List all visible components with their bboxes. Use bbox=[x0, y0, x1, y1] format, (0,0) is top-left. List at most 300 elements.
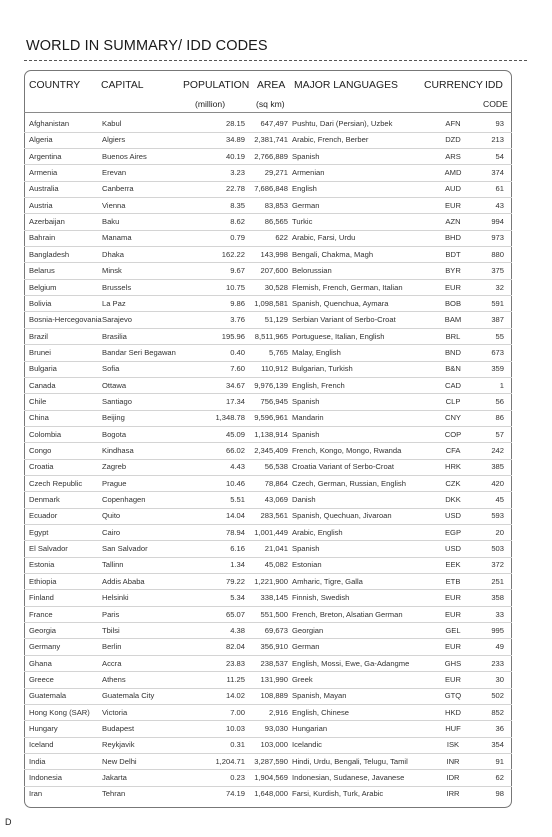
capital-cell: Tallinn bbox=[102, 560, 124, 570]
population-cell: 3.23 bbox=[230, 168, 245, 178]
languages-cell: Icelandic bbox=[292, 740, 322, 750]
currency-cell: ARS bbox=[445, 151, 461, 161]
country-cell: Colombia bbox=[29, 429, 62, 439]
population-cell: 10.75 bbox=[225, 282, 245, 292]
header-area: AREA bbox=[257, 80, 286, 91]
table-row bbox=[24, 230, 512, 245]
capital-cell: Minsk bbox=[102, 266, 122, 276]
population-cell: 40.19 bbox=[225, 151, 245, 161]
idd-code-cell: 57 bbox=[495, 429, 504, 439]
idd-code-cell: 20 bbox=[495, 527, 504, 537]
population-cell: 0.31 bbox=[230, 740, 245, 750]
table-row bbox=[24, 721, 512, 736]
population-cell: 1,204.71 bbox=[215, 756, 245, 766]
table-row bbox=[24, 459, 512, 474]
population-cell: 82.04 bbox=[225, 642, 245, 652]
table-row bbox=[24, 672, 512, 687]
country-cell: Brazil bbox=[29, 331, 48, 341]
currency-cell: EGP bbox=[444, 527, 462, 537]
country-cell: India bbox=[29, 756, 46, 766]
idd-code-cell: 91 bbox=[495, 756, 504, 766]
area-cell: 9,596,961 bbox=[254, 413, 288, 423]
population-cell: 79.22 bbox=[225, 576, 245, 586]
currency-cell: BYR bbox=[445, 266, 461, 276]
capital-cell: Bogota bbox=[102, 429, 127, 439]
idd-code-cell: 49 bbox=[495, 642, 504, 652]
table-row bbox=[24, 165, 512, 180]
country-cell: Argentina bbox=[29, 151, 62, 161]
header-population-unit: (million) bbox=[195, 99, 226, 109]
languages-cell: Spanish, Quechuan, Jivaroan bbox=[292, 511, 392, 521]
header-idd: IDD bbox=[485, 80, 503, 91]
currency-cell: GHS bbox=[444, 658, 462, 668]
capital-cell: New Delhi bbox=[102, 756, 137, 766]
languages-cell: Malay, English bbox=[292, 347, 341, 357]
population-cell: 14.02 bbox=[225, 691, 245, 701]
capital-cell: Copenhagen bbox=[102, 495, 146, 505]
population-cell: 1.34 bbox=[230, 560, 245, 570]
area-cell: 7,686,848 bbox=[254, 184, 288, 194]
area-cell: 1,138,914 bbox=[254, 429, 288, 439]
idd-code-cell: 973 bbox=[491, 233, 504, 243]
capital-cell: Erevan bbox=[102, 168, 127, 178]
population-cell: 3.76 bbox=[230, 315, 245, 325]
capital-cell: Bandar Seri Begawan bbox=[102, 347, 176, 357]
population-cell: 5.51 bbox=[230, 495, 245, 505]
idd-code-cell: 591 bbox=[491, 298, 504, 308]
header-population: POPULATION bbox=[183, 80, 250, 91]
capital-cell: Vienna bbox=[102, 200, 126, 210]
area-cell: 647,497 bbox=[260, 119, 288, 128]
idd-code-cell: 852 bbox=[491, 707, 504, 717]
idd-code-cell: 374 bbox=[491, 168, 504, 178]
table-row bbox=[24, 312, 512, 327]
country-cell: Armenia bbox=[29, 168, 58, 178]
country-cell: China bbox=[29, 413, 49, 423]
languages-cell: Spanish bbox=[292, 544, 320, 554]
area-cell: 622 bbox=[275, 233, 288, 243]
currency-cell: EUR bbox=[444, 609, 462, 619]
table-row bbox=[24, 116, 512, 131]
table-row bbox=[24, 607, 512, 622]
country-cell: Congo bbox=[29, 446, 52, 455]
languages-cell: Spanish bbox=[292, 151, 320, 161]
capital-cell: Berlin bbox=[102, 642, 122, 652]
header-divider bbox=[24, 112, 512, 113]
idd-code-cell: 54 bbox=[495, 151, 504, 161]
country-cell: Iceland bbox=[29, 740, 54, 750]
currency-cell: EUR bbox=[444, 593, 462, 603]
capital-cell: Quito bbox=[102, 511, 121, 521]
population-cell: 45.09 bbox=[225, 429, 245, 439]
currency-cell: ETB bbox=[445, 576, 461, 586]
currency-cell: EEK bbox=[445, 560, 461, 570]
table-row bbox=[24, 296, 512, 311]
languages-cell: Arabic, English bbox=[292, 527, 343, 537]
idd-code-cell: 32 bbox=[495, 282, 504, 292]
table-row bbox=[24, 705, 512, 720]
languages-cell: German bbox=[292, 642, 320, 652]
currency-cell: AUD bbox=[444, 184, 462, 194]
header-languages: MAJOR LANGUAGES bbox=[294, 80, 398, 91]
currency-cell: GTQ bbox=[444, 691, 462, 701]
currency-cell: EUR bbox=[444, 674, 462, 684]
header-capital: CAPITAL bbox=[101, 80, 144, 91]
country-cell: Canada bbox=[29, 380, 56, 390]
population-cell: 17.34 bbox=[225, 396, 245, 406]
table-row bbox=[24, 427, 512, 442]
area-cell: 238,537 bbox=[260, 658, 288, 668]
currency-cell: HUF bbox=[445, 723, 461, 733]
area-cell: 43,069 bbox=[264, 495, 288, 505]
capital-cell: San Salvador bbox=[102, 544, 148, 554]
table-row bbox=[24, 541, 512, 556]
table-row bbox=[24, 198, 512, 213]
population-cell: 0.79 bbox=[230, 233, 245, 243]
page-letter: D bbox=[5, 817, 12, 827]
header-currency: CURRENCY bbox=[424, 80, 483, 91]
country-cell: Czech Republic bbox=[29, 478, 83, 488]
table-row bbox=[24, 443, 512, 458]
country-cell: Bangladesh bbox=[29, 249, 70, 259]
capital-cell: Jakarta bbox=[102, 773, 127, 782]
currency-cell: USD bbox=[444, 544, 462, 554]
table-row bbox=[24, 754, 512, 769]
capital-cell: Victoria bbox=[102, 707, 128, 717]
country-cell: Ecuador bbox=[29, 511, 58, 521]
languages-cell: Croatia Variant of Serbo-Croat bbox=[292, 462, 394, 472]
languages-cell: Farsi, Kurdish, Turk, Arabic bbox=[292, 789, 384, 799]
area-cell: 2,916 bbox=[268, 707, 288, 717]
header-country: COUNTRY bbox=[29, 80, 81, 91]
country-cell: Belarus bbox=[29, 266, 55, 276]
country-cell: Germany bbox=[29, 642, 61, 652]
country-cell: Hungary bbox=[29, 723, 58, 733]
area-cell: 108,889 bbox=[260, 691, 288, 701]
capital-cell: Accra bbox=[102, 658, 122, 668]
table-row bbox=[24, 378, 512, 393]
population-cell: 4.43 bbox=[230, 462, 245, 472]
currency-cell: CLP bbox=[445, 396, 461, 406]
capital-cell: Manama bbox=[102, 233, 132, 243]
capital-cell: Tbilsi bbox=[102, 625, 120, 635]
area-cell: 30,528 bbox=[264, 282, 288, 292]
table-row bbox=[24, 737, 512, 752]
capital-cell: Brussels bbox=[102, 282, 132, 292]
languages-cell: French, Kongo, Mongo, Rwanda bbox=[292, 446, 402, 455]
capital-cell: Prague bbox=[102, 478, 127, 488]
area-cell: 8,511,965 bbox=[254, 331, 288, 341]
currency-cell: DKK bbox=[445, 495, 461, 505]
idd-code-cell: 213 bbox=[491, 135, 504, 145]
languages-cell: Finnish, Swedish bbox=[292, 593, 350, 603]
capital-cell: Kindhasa bbox=[102, 446, 134, 455]
population-cell: 9.86 bbox=[230, 298, 245, 308]
table-row bbox=[24, 492, 512, 507]
country-cell: Greece bbox=[29, 674, 54, 684]
table-row bbox=[24, 263, 512, 278]
table-row bbox=[24, 345, 512, 360]
languages-cell: Flemish, French, German, Italian bbox=[292, 282, 403, 292]
idd-code-cell: 502 bbox=[491, 691, 504, 701]
languages-cell: Estonian bbox=[292, 560, 322, 570]
languages-cell: Armenian bbox=[292, 168, 325, 178]
idd-code-cell: 359 bbox=[491, 364, 504, 374]
currency-cell: AZN bbox=[445, 217, 461, 227]
table-row bbox=[24, 574, 512, 589]
country-cell: Iran bbox=[29, 789, 43, 799]
country-cell: Croatia bbox=[29, 462, 54, 472]
population-cell: 162.22 bbox=[221, 249, 245, 259]
country-cell: Guatemala bbox=[29, 691, 67, 701]
country-cell: Belgium bbox=[29, 282, 57, 292]
page-title: WORLD IN SUMMARY/ IDD CODES bbox=[26, 38, 268, 54]
languages-cell: Serbian Variant of Serbo-Croat bbox=[292, 315, 396, 325]
area-cell: 56,538 bbox=[264, 462, 288, 472]
population-cell: 9.67 bbox=[230, 266, 245, 276]
country-cell: Ethiopia bbox=[29, 576, 57, 586]
capital-cell: Buenos Aires bbox=[102, 151, 147, 161]
languages-cell: Arabic, Farsi, Urdu bbox=[292, 233, 356, 243]
area-cell: 1,221,900 bbox=[254, 576, 288, 586]
country-cell: Bulgaria bbox=[29, 364, 57, 374]
capital-cell: Budapest bbox=[102, 723, 135, 733]
currency-cell: CAD bbox=[444, 380, 462, 390]
population-cell: 28.15 bbox=[225, 119, 245, 128]
population-cell: 11.25 bbox=[226, 674, 245, 684]
title-divider bbox=[24, 60, 527, 61]
languages-cell: Indonesian, Sudanese, Javanese bbox=[292, 773, 405, 782]
idd-code-cell: 61 bbox=[495, 184, 504, 194]
capital-cell: Zagreb bbox=[102, 462, 127, 472]
currency-cell: IDR bbox=[446, 773, 460, 782]
country-cell: Brunei bbox=[29, 347, 51, 357]
table-row bbox=[24, 688, 512, 703]
area-cell: 5,765 bbox=[268, 347, 288, 357]
capital-cell: Helsinki bbox=[102, 593, 129, 603]
population-cell: 10.03 bbox=[225, 723, 245, 733]
capital-cell: La Paz bbox=[102, 298, 126, 308]
currency-cell: HKD bbox=[444, 707, 462, 717]
country-cell: Bolivia bbox=[29, 298, 52, 308]
languages-cell: Portuguese, Italian, English bbox=[292, 331, 385, 341]
area-cell: 1,098,581 bbox=[254, 298, 288, 308]
idd-code-cell: 98 bbox=[495, 789, 504, 799]
table-row bbox=[24, 329, 512, 344]
currency-cell: CNY bbox=[444, 413, 462, 423]
idd-code-cell: 880 bbox=[491, 249, 504, 259]
country-cell: Hong Kong (SAR) bbox=[29, 707, 90, 717]
area-cell: 756,945 bbox=[260, 396, 288, 406]
area-cell: 78,864 bbox=[264, 478, 288, 488]
country-cell: Chile bbox=[29, 396, 47, 406]
country-cell: Afghanistan bbox=[29, 119, 70, 128]
country-cell: Egypt bbox=[29, 527, 49, 537]
table-row bbox=[24, 410, 512, 425]
population-cell: 195.96 bbox=[221, 331, 245, 341]
population-cell: 23.83 bbox=[225, 658, 245, 668]
area-cell: 551,500 bbox=[260, 609, 288, 619]
idd-code-cell: 354 bbox=[491, 740, 504, 750]
languages-cell: Czech, German, Russian, English bbox=[292, 478, 406, 488]
currency-cell: BHD bbox=[444, 233, 462, 243]
area-cell: 207,600 bbox=[260, 266, 288, 276]
languages-cell: English, Mossi, Ewe, Ga-Adangme bbox=[292, 658, 410, 668]
country-cell: Denmark bbox=[29, 495, 60, 505]
population-cell: 0.23 bbox=[230, 773, 245, 782]
idd-code-cell: 56 bbox=[495, 396, 504, 406]
population-cell: 74.19 bbox=[225, 789, 245, 799]
country-cell: Estonia bbox=[29, 560, 55, 570]
header-area-unit: (sq km) bbox=[256, 99, 285, 109]
currency-cell: CZK bbox=[445, 478, 461, 488]
currency-cell: CFA bbox=[445, 446, 461, 455]
currency-cell: USD bbox=[444, 511, 462, 521]
population-cell: 1,348.78 bbox=[215, 413, 245, 423]
idd-code-cell: 45 bbox=[495, 495, 504, 505]
table-row bbox=[24, 639, 512, 654]
currency-cell: BOB bbox=[444, 298, 462, 308]
header-idd-code: CODE bbox=[483, 99, 508, 109]
languages-cell: Mandarin bbox=[292, 413, 324, 423]
languages-cell: Spanish bbox=[292, 429, 320, 439]
capital-cell: Athens bbox=[102, 674, 126, 684]
area-cell: 51,129 bbox=[264, 315, 288, 325]
currency-cell: EUR bbox=[444, 282, 462, 292]
country-cell: Finland bbox=[29, 593, 54, 603]
area-cell: 1,001,449 bbox=[254, 527, 288, 537]
currency-cell: BRL bbox=[445, 331, 461, 341]
languages-cell: Belorussian bbox=[292, 266, 332, 276]
table-row bbox=[24, 557, 512, 572]
languages-cell: German bbox=[292, 200, 320, 210]
idd-code-cell: 43 bbox=[495, 200, 504, 210]
capital-cell: Beijing bbox=[102, 413, 125, 423]
table-row bbox=[24, 786, 512, 801]
currency-cell: COP bbox=[444, 429, 462, 439]
idd-code-cell: 387 bbox=[491, 315, 504, 325]
area-cell: 131,990 bbox=[260, 674, 288, 684]
currency-cell: EUR bbox=[444, 642, 462, 652]
table-row bbox=[24, 247, 512, 262]
idd-code-cell: 994 bbox=[491, 217, 504, 227]
languages-cell: Pushtu, Dari (Persian), Uzbek bbox=[292, 119, 393, 128]
population-cell: 66.02 bbox=[225, 446, 245, 455]
capital-cell: Baku bbox=[102, 217, 120, 227]
population-cell: 14.04 bbox=[225, 511, 245, 521]
languages-cell: Bengali, Chakma, Magh bbox=[292, 249, 374, 259]
table-row bbox=[24, 214, 512, 229]
capital-cell: Addis Ababa bbox=[102, 576, 145, 586]
area-cell: 103,000 bbox=[260, 740, 288, 750]
languages-cell: Spanish, Quenchua, Aymara bbox=[292, 298, 389, 308]
area-cell: 9,976,139 bbox=[254, 380, 288, 390]
idd-code-cell: 233 bbox=[491, 658, 504, 668]
table-row bbox=[24, 181, 512, 196]
languages-cell: Hungarian bbox=[292, 723, 328, 733]
languages-cell: Spanish bbox=[292, 396, 320, 406]
country-cell: Azerbaijan bbox=[29, 217, 65, 227]
area-cell: 356,910 bbox=[260, 642, 288, 652]
population-cell: 78.94 bbox=[225, 527, 245, 537]
area-cell: 69,673 bbox=[264, 625, 288, 635]
population-cell: 6.16 bbox=[230, 544, 245, 554]
capital-cell: Guatemala City bbox=[102, 691, 155, 701]
capital-cell: Brasilia bbox=[102, 331, 127, 341]
idd-code-cell: 503 bbox=[491, 544, 504, 554]
area-cell: 1,904,569 bbox=[254, 773, 288, 782]
idd-code-cell: 673 bbox=[491, 347, 504, 357]
currency-cell: HRK bbox=[444, 462, 462, 472]
capital-cell: Dhaka bbox=[102, 249, 124, 259]
area-cell: 29,271 bbox=[264, 168, 288, 178]
idd-code-cell: 33 bbox=[495, 609, 504, 619]
population-cell: 22.78 bbox=[225, 184, 245, 194]
area-cell: 2,345,409 bbox=[254, 446, 288, 455]
area-cell: 283,561 bbox=[260, 511, 288, 521]
area-cell: 2,381,741 bbox=[254, 135, 288, 145]
languages-cell: Georgian bbox=[292, 625, 324, 635]
area-cell: 3,287,590 bbox=[254, 756, 288, 766]
capital-cell: Kabul bbox=[102, 119, 122, 128]
population-cell: 10.46 bbox=[225, 478, 245, 488]
idd-code-cell: 385 bbox=[491, 462, 504, 472]
idd-code-cell: 36 bbox=[495, 723, 504, 733]
area-cell: 338,145 bbox=[260, 593, 288, 603]
idd-code-cell: 375 bbox=[491, 266, 504, 276]
languages-cell: Amharic, Tigre, Galla bbox=[292, 576, 363, 586]
table-row bbox=[24, 508, 512, 523]
idd-code-cell: 86 bbox=[495, 413, 504, 423]
country-cell: Algeria bbox=[29, 135, 53, 145]
capital-cell: Algiers bbox=[102, 135, 126, 145]
population-cell: 65.07 bbox=[225, 609, 245, 619]
languages-cell: Hindi, Urdu, Bengali, Telugu, Tamil bbox=[292, 756, 408, 766]
table-row bbox=[24, 525, 512, 540]
capital-cell: Paris bbox=[102, 609, 120, 619]
languages-cell: English, French bbox=[292, 380, 345, 390]
idd-code-cell: 30 bbox=[495, 674, 504, 684]
area-cell: 2,766,889 bbox=[254, 151, 288, 161]
table-row bbox=[24, 590, 512, 605]
table-row bbox=[24, 280, 512, 295]
country-cell: El Salvador bbox=[29, 544, 68, 554]
table-row bbox=[24, 476, 512, 491]
capital-cell: Reykjavik bbox=[102, 740, 135, 750]
capital-cell: Ottawa bbox=[102, 380, 127, 390]
country-cell: France bbox=[29, 609, 53, 619]
idd-code-cell: 420 bbox=[491, 478, 504, 488]
country-cell: Bosnia-Hercegovania bbox=[29, 315, 102, 325]
area-cell: 21,041 bbox=[264, 544, 288, 554]
currency-cell: BDT bbox=[445, 249, 461, 259]
table-row bbox=[24, 394, 512, 409]
population-cell: 4.38 bbox=[230, 625, 245, 635]
idd-code-cell: 593 bbox=[491, 511, 504, 521]
country-cell: Australia bbox=[29, 184, 59, 194]
population-cell: 8.62 bbox=[230, 217, 245, 227]
area-cell: 143,998 bbox=[260, 249, 288, 259]
idd-code-cell: 55 bbox=[495, 331, 504, 341]
currency-cell: DZD bbox=[445, 135, 461, 145]
idd-code-cell: 995 bbox=[491, 625, 504, 635]
area-cell: 86,565 bbox=[264, 217, 288, 227]
idd-code-cell: 251 bbox=[491, 576, 504, 586]
currency-cell: INR bbox=[446, 756, 460, 766]
languages-cell: Turkic bbox=[292, 217, 313, 227]
idd-code-cell: 242 bbox=[491, 446, 504, 455]
currency-cell: BND bbox=[444, 347, 462, 357]
